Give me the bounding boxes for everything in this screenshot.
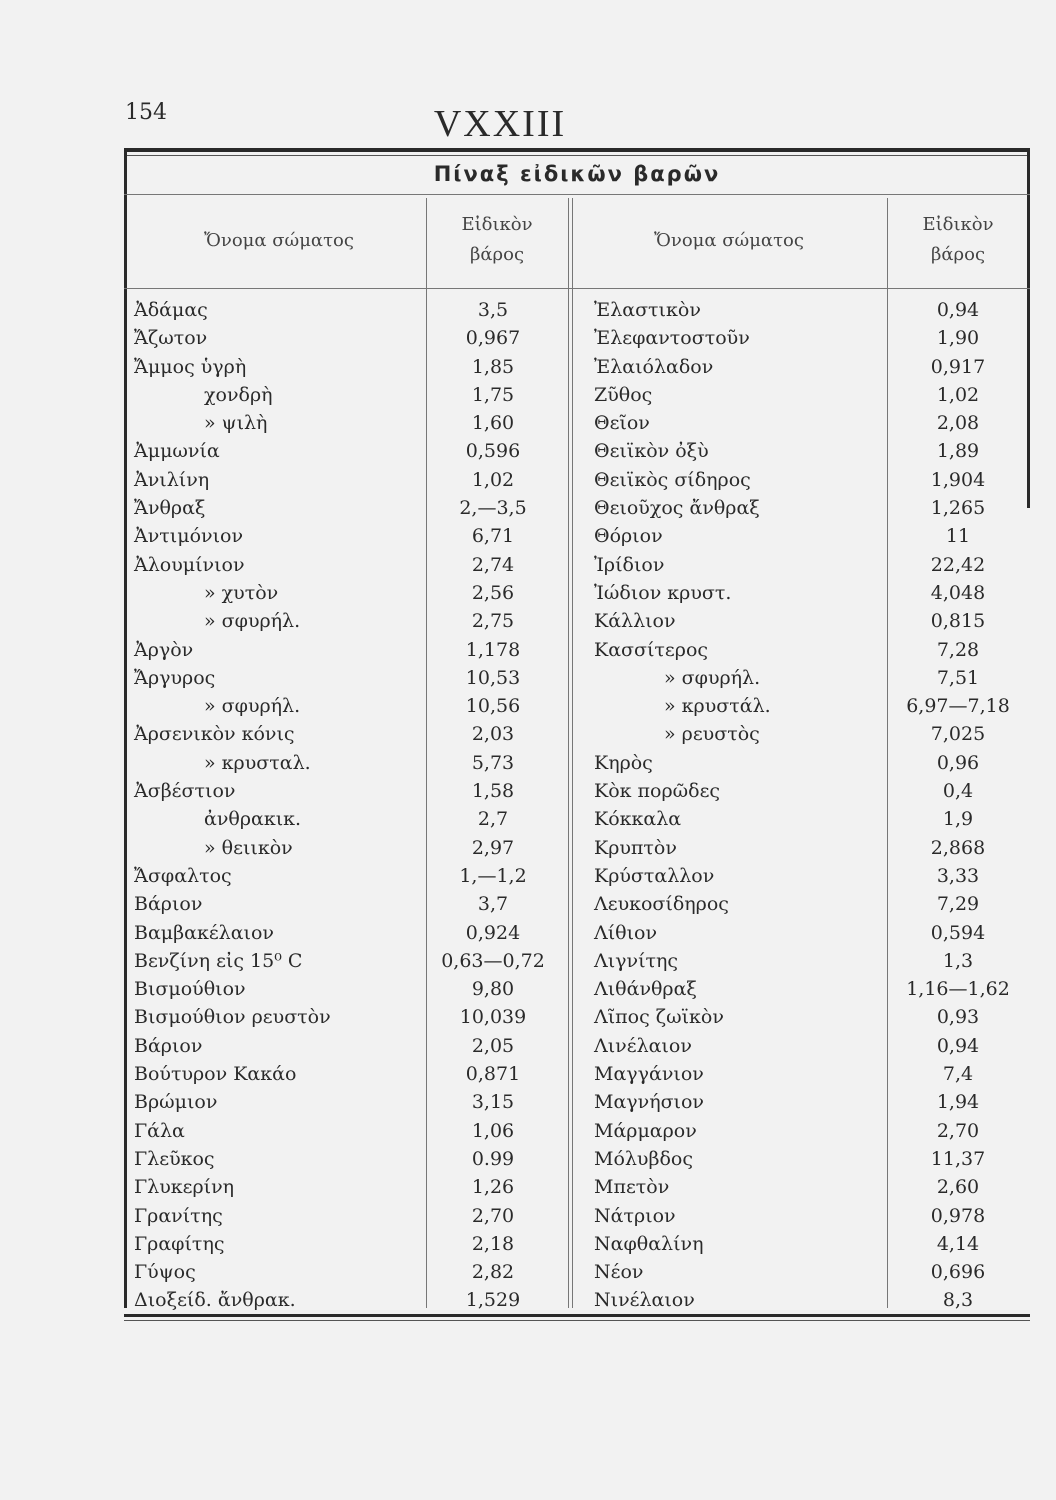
right-values-column xyxy=(889,296,1027,1315)
substance-name: » κρυστάλ. xyxy=(664,695,771,718)
substance-name: Γλεῦκος xyxy=(134,1147,215,1170)
substance-name: Ἀργὸν xyxy=(134,638,194,661)
specific-gravity-value: 0,594 xyxy=(930,921,986,944)
left-values-column xyxy=(414,296,572,1315)
specific-gravity-value: 2,60 xyxy=(936,1176,980,1199)
specific-gravity-value: 3,15 xyxy=(471,1091,515,1114)
substance-name: Γύψος xyxy=(134,1261,196,1284)
header-name-right: Ὄνομα σώματος xyxy=(654,230,804,251)
specific-gravity-value: 0,815 xyxy=(930,610,986,633)
substance-name: Νάτριον xyxy=(594,1204,676,1227)
specific-gravity-value: 2,—3,5 xyxy=(459,497,527,520)
specific-gravity-value: 1,89 xyxy=(936,440,980,463)
specific-gravity-value: 0,4 xyxy=(942,780,974,803)
substance-name: Ἄσφαλτος xyxy=(134,864,232,887)
specific-gravity-value: 0,978 xyxy=(930,1204,986,1227)
substance-name: Ἐλαιόλαδον xyxy=(594,355,714,378)
specific-gravity-value: 5,73 xyxy=(471,751,515,774)
substance-name: Θειϊκὸς σίδηρος xyxy=(594,468,751,491)
substance-name: Λίθιον xyxy=(594,921,658,944)
substance-name: Βισμούθιον ρευστὸν xyxy=(134,1006,331,1029)
specific-gravity-value: 2,70 xyxy=(471,1204,515,1227)
specific-gravity-value: 10,53 xyxy=(465,666,521,689)
specific-gravity-value: 2,74 xyxy=(471,553,515,576)
specific-gravity-value: 0,696 xyxy=(930,1261,986,1284)
specific-gravity-value: 2,03 xyxy=(471,723,515,746)
specific-gravity-value: 2,97 xyxy=(471,836,515,859)
substance-name: Κὸκ πορῶδες xyxy=(594,780,721,803)
specific-gravity-value: 2,75 xyxy=(471,610,515,633)
specific-gravity-value: 2,70 xyxy=(936,1119,980,1142)
substance-name: Μπετὸν xyxy=(594,1176,670,1199)
specific-gravity-value: 3,5 xyxy=(477,299,509,321)
substance-name: Διοξείδ. ἄνθρακ. xyxy=(134,1289,296,1312)
specific-gravity-value: 1,529 xyxy=(465,1289,521,1312)
substance-name: Ἄζωτον xyxy=(134,327,208,350)
specific-gravity-value: 3,33 xyxy=(936,864,980,887)
header-value-line2: βάρος xyxy=(469,244,525,265)
substance-name: Ἄμμος ὑγρὴ xyxy=(134,355,247,378)
substance-name: Κηρὸς xyxy=(594,751,653,774)
specific-gravity-value: 1,75 xyxy=(471,383,515,406)
substance-name: Ναφθαλίνη xyxy=(594,1232,704,1255)
specific-gravity-value: 0,596 xyxy=(465,440,521,463)
specific-gravity-value: 0,917 xyxy=(930,355,986,378)
specific-gravity-value: 1,02 xyxy=(471,468,515,491)
specific-gravity-value: 1,178 xyxy=(465,638,521,661)
specific-gravity-value: 0,94 xyxy=(936,1034,980,1057)
substance-name: » ρευστὸς xyxy=(664,723,760,746)
substance-name: Θειοῦχος ἄνθραξ xyxy=(594,497,760,520)
header-divider xyxy=(124,288,1030,289)
table-top-rule xyxy=(124,148,1030,152)
header-value-line1: Εἰδικὸν xyxy=(922,214,994,235)
substance-name: Θειϊκὸν ὀξὺ xyxy=(594,440,709,463)
substance-name: Ἄργυρος xyxy=(134,666,216,689)
substance-name: Κρυπτὸν xyxy=(594,836,677,859)
specific-gravity-value: 0,871 xyxy=(465,1063,521,1086)
specific-gravity-value: 3,7 xyxy=(477,893,509,916)
substance-name: Νινέλαιον xyxy=(594,1289,695,1312)
substance-name: Ἰώδιον κρυστ. xyxy=(594,581,732,604)
specific-gravity-value: 6,71 xyxy=(471,525,515,548)
substance-name: Μάρμαρον xyxy=(594,1119,697,1142)
substance-name: Κασσίτερος xyxy=(594,638,709,661)
substance-name: Ἀλουμίνιον xyxy=(134,553,245,576)
specific-gravity-table xyxy=(124,148,1030,1320)
substance-name: Κρύσταλλον xyxy=(594,864,715,887)
specific-gravity-value: 11,37 xyxy=(930,1147,986,1170)
specific-gravity-value: 22,42 xyxy=(930,553,986,576)
specific-gravity-value: 1,58 xyxy=(471,780,515,803)
substance-name: Ἄνθραξ xyxy=(134,497,206,520)
specific-gravity-value: 1,60 xyxy=(471,412,515,435)
substance-name: Γάλα xyxy=(134,1119,185,1142)
substance-name: Ἀρσενικὸν κόνις xyxy=(134,723,295,746)
specific-gravity-value: 2,868 xyxy=(930,836,986,859)
substance-name: » χυτὸν xyxy=(204,581,279,604)
specific-gravity-value: 1,06 xyxy=(471,1119,515,1142)
substance-name: Θόριον xyxy=(594,525,663,548)
specific-gravity-value: 9,80 xyxy=(471,978,515,1001)
substance-name: » σφυρήλ. xyxy=(664,666,761,689)
substance-name: Βισμούθιον xyxy=(134,978,246,1001)
substance-name: Βρώμιον xyxy=(134,1091,218,1114)
specific-gravity-value: 1,02 xyxy=(936,383,980,406)
substance-name: Βενζίνη εἰς 15⁰ C xyxy=(134,949,303,972)
header-value-right xyxy=(888,210,1028,270)
specific-gravity-value: 2,05 xyxy=(471,1034,515,1057)
substance-name: Κόκκαλα xyxy=(594,808,682,831)
substance-name: Λιθάνθραξ xyxy=(594,978,697,1001)
column-divider xyxy=(887,198,888,1308)
substance-name: Λῖπος ζωϊκὸν xyxy=(594,1006,724,1029)
specific-gravity-value: 8,3 xyxy=(942,1289,974,1312)
substance-name: Ἀσβέστιον xyxy=(134,780,236,803)
specific-gravity-value: 1,16—1,62 xyxy=(906,978,1010,1001)
left-names-column xyxy=(134,296,426,1315)
specific-gravity-value: 1,90 xyxy=(936,327,980,350)
substance-name: ἀνθρακικ. xyxy=(204,808,302,831)
table-bottom-rule-thin xyxy=(124,1320,1030,1321)
specific-gravity-value: 1,94 xyxy=(936,1091,980,1114)
header-value-line1: Εἰδικὸν xyxy=(461,214,533,235)
substance-name: » σφυρήλ. xyxy=(204,610,301,633)
substance-name: Μόλυβδος xyxy=(594,1147,693,1170)
specific-gravity-value: 0,96 xyxy=(936,751,980,774)
specific-gravity-value: 6,97—7,18 xyxy=(906,695,1010,718)
table-bottom-rule xyxy=(124,1314,1030,1317)
header-value-left xyxy=(426,210,568,270)
specific-gravity-value: 1,9 xyxy=(942,808,974,831)
substance-name: Λιγνίτης xyxy=(594,949,679,972)
substance-name: Μαγγάνιον xyxy=(594,1063,704,1086)
specific-gravity-value: 2,7 xyxy=(477,808,509,831)
substance-name: Βάριον xyxy=(134,893,203,916)
specific-gravity-value: 7,4 xyxy=(942,1063,974,1086)
substance-name: » σφυρήλ. xyxy=(204,695,301,718)
substance-name: Ἐλεφαντοστοῦν xyxy=(594,327,750,350)
substance-name: » κρυσταλ. xyxy=(204,751,311,774)
substance-name: Ζῦθος xyxy=(594,383,653,406)
substance-name: Ἀντιμόνιον xyxy=(134,525,244,548)
substance-name: Ἀδάμας xyxy=(134,299,208,321)
specific-gravity-value: 7,51 xyxy=(936,666,980,689)
header-name-left: Ὄνομα σώματος xyxy=(204,230,354,251)
specific-gravity-value: 1,—1,2 xyxy=(459,864,527,887)
table-title: Πίναξ εἰδικῶν βαρῶν xyxy=(433,162,721,186)
substance-name: Ἀμμωνία xyxy=(134,440,220,463)
specific-gravity-value: 0,94 xyxy=(936,299,980,321)
specific-gravity-value: 1,265 xyxy=(930,497,986,520)
specific-gravity-value: 2,82 xyxy=(471,1261,515,1284)
specific-gravity-value: 0.99 xyxy=(471,1147,515,1170)
substance-name: Γλυκερίνη xyxy=(134,1176,235,1199)
substance-name: Βαμβακέλαιον xyxy=(134,921,274,944)
substance-name: Λινέλαιον xyxy=(594,1034,692,1057)
substance-name: Γρανίτης xyxy=(134,1204,223,1227)
table-right-rule xyxy=(1027,148,1030,508)
specific-gravity-value: 1,904 xyxy=(930,468,986,491)
specific-gravity-value: 10,56 xyxy=(465,695,521,718)
specific-gravity-value: 11 xyxy=(945,525,971,548)
substance-name: Γραφίτης xyxy=(134,1232,225,1255)
right-names-column xyxy=(594,296,884,1315)
specific-gravity-value: 10,039 xyxy=(459,1006,527,1029)
substance-name: Ἰρίδιον xyxy=(594,553,665,576)
specific-gravity-value: 7,29 xyxy=(936,893,980,916)
specific-gravity-value: 7,28 xyxy=(936,638,980,661)
table-top-rule-thin xyxy=(124,155,1030,156)
specific-gravity-value: 1,85 xyxy=(471,355,515,378)
specific-gravity-value: 0,967 xyxy=(465,327,521,350)
substance-name: » ψιλὴ xyxy=(204,412,268,435)
specific-gravity-value: 0,63—0,72 xyxy=(441,949,545,972)
substance-name: Ἀνιλίνη xyxy=(134,468,210,491)
substance-name: Ἐλαστικὸν xyxy=(594,299,701,321)
specific-gravity-value: 0,93 xyxy=(936,1006,980,1029)
specific-gravity-value: 1,26 xyxy=(471,1176,515,1199)
substance-name: χονδρὴ xyxy=(204,383,273,406)
page-number: 154 xyxy=(125,100,167,125)
specific-gravity-value: 2,18 xyxy=(471,1232,515,1255)
substance-name: Κάλλιον xyxy=(594,610,676,633)
title-divider xyxy=(124,194,1030,195)
substance-name: Θεῖον xyxy=(594,412,650,435)
chapter-heading: VXXIII xyxy=(433,103,567,145)
table-left-rule xyxy=(124,148,127,1308)
specific-gravity-value: 4,14 xyxy=(936,1232,980,1255)
substance-name: » θειικὸν xyxy=(204,836,293,859)
substance-name: Λευκοσίδηρος xyxy=(594,893,729,916)
substance-name: Νέον xyxy=(594,1261,644,1284)
specific-gravity-value: 4,048 xyxy=(930,581,986,604)
specific-gravity-value: 0,924 xyxy=(465,921,521,944)
specific-gravity-value: 2,08 xyxy=(936,412,980,435)
substance-name: Μαγνήσιον xyxy=(594,1091,704,1114)
substance-name: Βούτυρον Κακάο xyxy=(134,1063,297,1086)
substance-name: Βάριον xyxy=(134,1034,203,1057)
specific-gravity-value: 7,025 xyxy=(930,723,986,746)
specific-gravity-value: 1,3 xyxy=(942,949,974,972)
specific-gravity-value: 2,56 xyxy=(471,581,515,604)
header-value-line2: βάρος xyxy=(930,244,986,265)
